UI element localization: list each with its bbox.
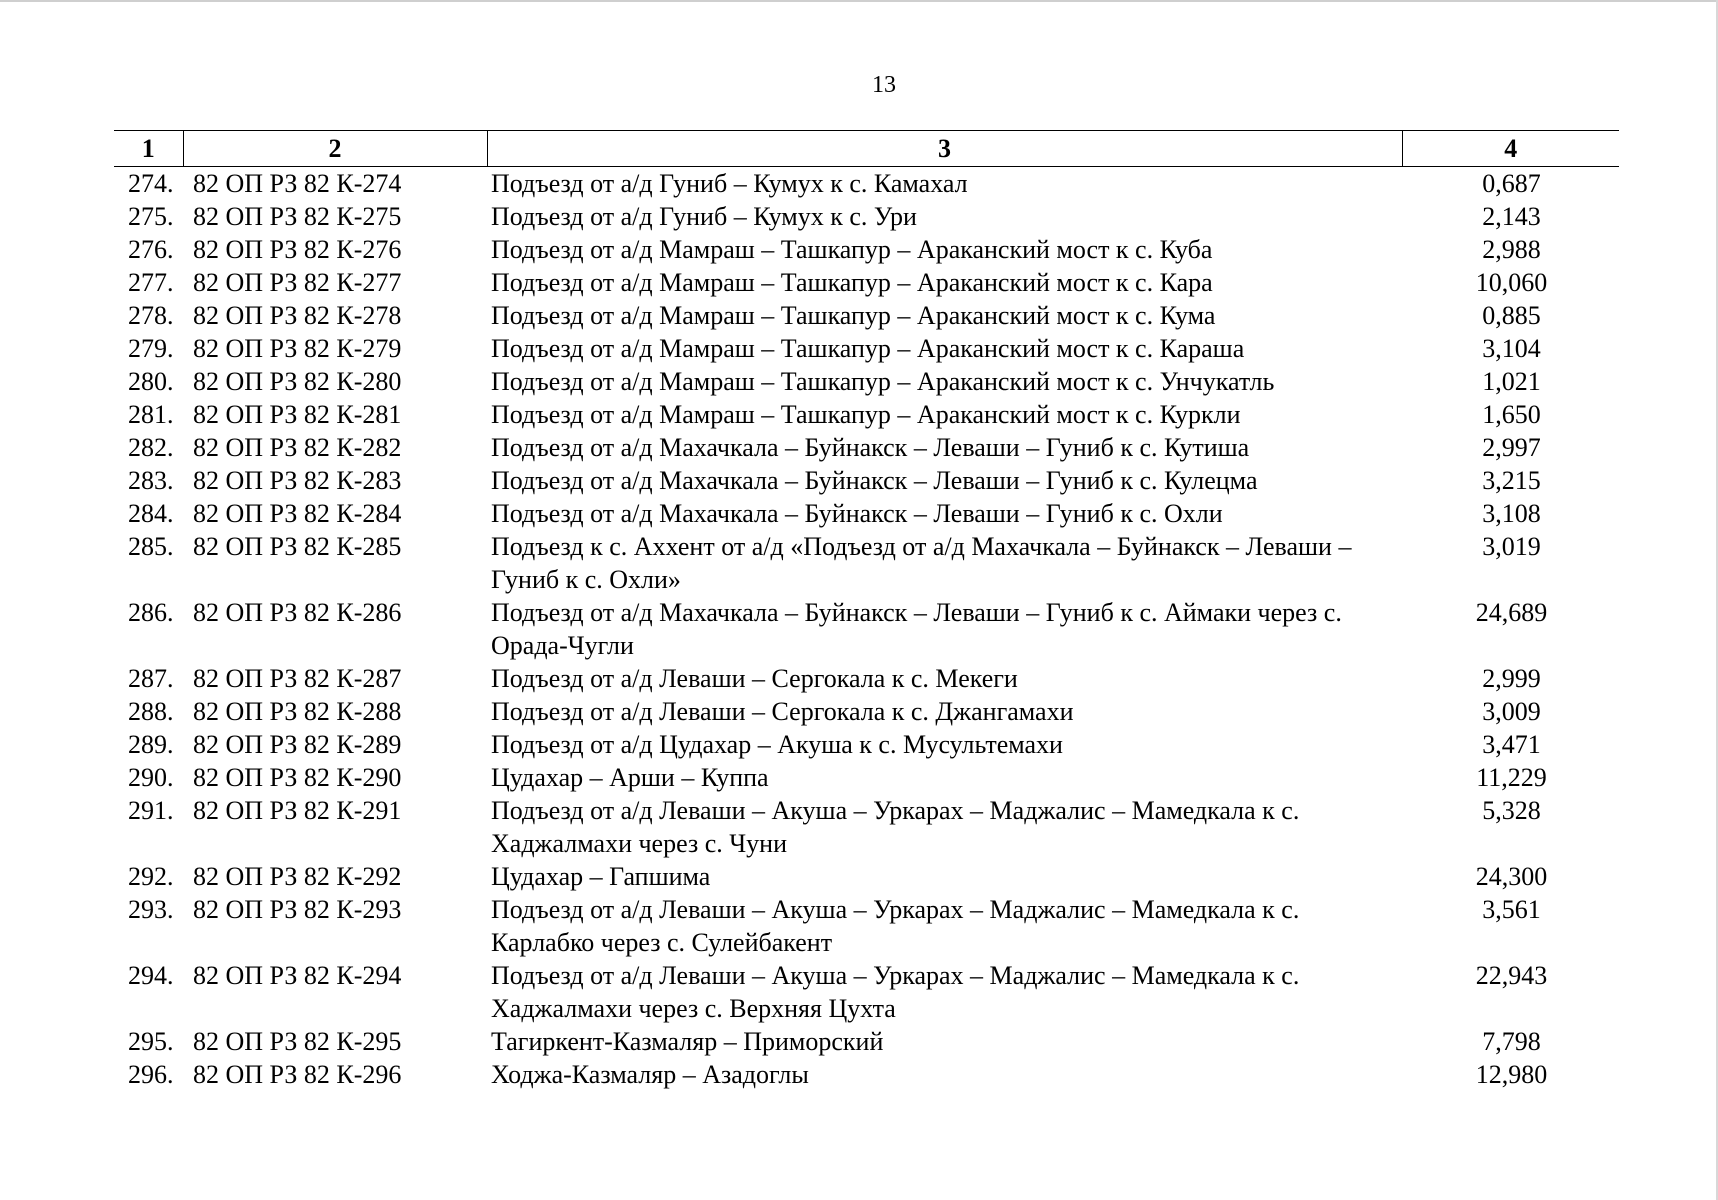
road-code: 82 ОП РЗ 82 К-285 [193, 532, 402, 561]
table-row [114, 266, 1619, 299]
table-row [114, 893, 1619, 959]
road-name: Подъезд от а/д Махачкала – Буйнакск – Леваши – Гуниб к с. Кутиша [491, 433, 1250, 462]
road-length: 24,300 [1475, 862, 1548, 891]
row-number: 280. [128, 367, 174, 396]
row-number: 287. [128, 664, 174, 693]
road-code: 82 ОП РЗ 82 К-280 [193, 367, 402, 396]
road-length: 3,108 [1482, 499, 1541, 528]
table-row [114, 332, 1619, 365]
table-row [114, 728, 1619, 761]
row-number: 281. [128, 400, 174, 429]
road-code: 82 ОП РЗ 82 К-288 [193, 697, 402, 726]
road-length: 3,561 [1482, 895, 1541, 924]
road-name: Подъезд от а/д Мамраш – Ташкапур – Араканский мост к с. Караша [491, 334, 1245, 363]
row-number: 289. [128, 730, 174, 759]
table-row [114, 1058, 1619, 1091]
table-row [114, 530, 1619, 596]
road-name: Цудахар – Арши – Куппа [491, 763, 769, 792]
row-number: 292. [128, 862, 174, 891]
road-name: Тагиркент-Казмаляр – Приморский [491, 1027, 884, 1056]
table-row [114, 299, 1619, 332]
row-number: 277. [128, 268, 174, 297]
road-name: Подъезд от а/д Гуниб – Кумух к с. Ури [491, 202, 917, 231]
road-length: 3,019 [1482, 532, 1541, 561]
road-code: 82 ОП РЗ 82 К-286 [193, 598, 402, 627]
road-name: Подъезд от а/д Леваши – Сергокала к с. Мекеги [491, 664, 1018, 693]
header-col-4: 4 [1402, 131, 1619, 167]
table-row [114, 662, 1619, 695]
road-name: Подъезд от а/д Мамраш – Ташкапур – Араканский мост к с. Кара [491, 268, 1213, 297]
road-code: 82 ОП РЗ 82 К-295 [193, 1027, 402, 1056]
road-name: Подъезд от а/д Леваши – Сергокала к с. Джангамахи [491, 697, 1074, 726]
road-name: Подъезд от а/д Махачкала – Буйнакск – Леваши – Гуниб к с. Аймаки через с. Орада-Чугли [491, 598, 1342, 660]
row-number: 276. [128, 235, 174, 264]
table-header [114, 131, 1619, 167]
road-name: Подъезд от а/д Леваши – Акуша – Уркарах – Маджалис – Мамедкала к с. Хаджалмахи через с. Чуни [491, 796, 1300, 858]
table-row [114, 596, 1619, 662]
scan-edge-top [0, 0, 1718, 2]
row-number: 282. [128, 433, 174, 462]
road-code: 82 ОП РЗ 82 К-283 [193, 466, 402, 495]
table-row [114, 695, 1619, 728]
road-name: Подъезд от а/д Цудахар – Акуша к с. Мусультемахи [491, 730, 1063, 759]
road-length: 1,021 [1482, 367, 1541, 396]
table-row [114, 167, 1619, 201]
road-name: Подъезд от а/д Леваши – Акуша – Уркарах – Маджалис – Мамедкала к с. Хаджалмахи через с. Верхняя Цухта [491, 961, 1300, 1023]
road-length: 11,229 [1476, 763, 1547, 792]
row-number: 288. [128, 697, 174, 726]
road-code: 82 ОП РЗ 82 К-278 [193, 301, 402, 330]
table-row [114, 200, 1619, 233]
row-number: 274. [128, 169, 174, 198]
road-name: Подъезд от а/д Махачкала – Буйнакск – Леваши – Гуниб к с. Охли [491, 499, 1223, 528]
table-row [114, 761, 1619, 794]
page-number: 13 [872, 72, 896, 98]
road-name: Подъезд от а/д Леваши – Акуша – Уркарах – Маджалис – Мамедкала к с. Карлабко через с. Сулейбакент [491, 895, 1300, 957]
road-length: 3,009 [1482, 697, 1541, 726]
row-number: 284. [128, 499, 174, 528]
road-name: Ходжа-Казмаляр – Азадоглы [491, 1060, 809, 1089]
road-code: 82 ОП РЗ 82 К-291 [193, 796, 402, 825]
header-row [114, 131, 1619, 167]
table-row [114, 431, 1619, 464]
road-name: Подъезд от а/д Мамраш – Ташкапур – Араканский мост к с. Кума [491, 301, 1216, 330]
row-number: 291. [128, 796, 174, 825]
row-number: 275. [128, 202, 174, 231]
row-number: 295. [128, 1027, 174, 1056]
row-number: 283. [128, 466, 174, 495]
road-length: 1,650 [1482, 400, 1541, 429]
road-code: 82 ОП РЗ 82 К-281 [193, 400, 402, 429]
road-length: 10,060 [1475, 268, 1548, 297]
road-length: 2,999 [1482, 664, 1541, 693]
road-code: 82 ОП РЗ 82 К-290 [193, 763, 402, 792]
road-name: Цудахар – Гапшима [491, 862, 711, 891]
roads-table [114, 130, 1619, 1091]
road-name: Подъезд от а/д Махачкала – Буйнакск – Леваши – Гуниб к с. Кулецма [491, 466, 1258, 495]
header-col-1: 1 [114, 131, 183, 167]
road-name: Подъезд к с. Аххент от а/д «Подъезд от а/д Махачкала – Буйнакск – Леваши – Гуниб к с. Охли» [491, 532, 1352, 594]
road-code: 82 ОП РЗ 82 К-276 [193, 235, 402, 264]
table-row [114, 1025, 1619, 1058]
header-col-2: 2 [183, 131, 487, 167]
road-length: 0,687 [1482, 169, 1541, 198]
road-code: 82 ОП РЗ 82 К-279 [193, 334, 402, 363]
road-length: 7,798 [1482, 1027, 1541, 1056]
road-code: 82 ОП РЗ 82 К-289 [193, 730, 402, 759]
road-length: 22,943 [1475, 961, 1548, 990]
road-name: Подъезд от а/д Мамраш – Ташкапур – Араканский мост к с. Унчукатль [491, 367, 1275, 396]
road-code: 82 ОП РЗ 82 К-293 [193, 895, 402, 924]
row-number: 279. [128, 334, 174, 363]
road-length: 24,689 [1475, 598, 1548, 627]
road-length: 2,988 [1482, 235, 1541, 264]
row-number: 290. [128, 763, 174, 792]
road-code: 82 ОП РЗ 82 К-284 [193, 499, 402, 528]
table-row [114, 464, 1619, 497]
road-name: Подъезд от а/д Гуниб – Кумух к с. Камахал [491, 169, 968, 198]
row-number: 296. [128, 1060, 174, 1089]
road-length: 3,104 [1482, 334, 1541, 363]
table-row [114, 233, 1619, 266]
road-length: 2,997 [1482, 433, 1541, 462]
row-number: 286. [128, 598, 174, 627]
road-code: 82 ОП РЗ 82 К-274 [193, 169, 402, 198]
row-number: 278. [128, 301, 174, 330]
table-row [114, 497, 1619, 530]
table-body [114, 167, 1619, 1092]
road-code: 82 ОП РЗ 82 К-296 [193, 1060, 402, 1089]
road-length: 3,471 [1482, 730, 1541, 759]
header-col-3: 3 [487, 131, 1402, 167]
table-row [114, 860, 1619, 893]
road-length: 12,980 [1475, 1060, 1548, 1089]
road-length: 5,328 [1482, 796, 1541, 825]
road-code: 82 ОП РЗ 82 К-287 [193, 664, 402, 693]
row-number: 293. [128, 895, 174, 924]
road-code: 82 ОП РЗ 82 К-277 [193, 268, 402, 297]
row-number: 285. [128, 532, 174, 561]
table-row [114, 959, 1619, 1025]
road-code: 82 ОП РЗ 82 К-294 [193, 961, 402, 990]
road-name: Подъезд от а/д Мамраш – Ташкапур – Араканский мост к с. Куркли [491, 400, 1241, 429]
road-code: 82 ОП РЗ 82 К-275 [193, 202, 402, 231]
road-length: 0,885 [1482, 301, 1541, 330]
road-code: 82 ОП РЗ 82 К-292 [193, 862, 402, 891]
table-row [114, 365, 1619, 398]
road-name: Подъезд от а/д Мамраш – Ташкапур – Араканский мост к с. Куба [491, 235, 1213, 264]
road-length: 2,143 [1482, 202, 1541, 231]
road-code: 82 ОП РЗ 82 К-282 [193, 433, 402, 462]
road-length: 3,215 [1482, 466, 1541, 495]
table-row [114, 398, 1619, 431]
table-row [114, 794, 1619, 860]
row-number: 294. [128, 961, 174, 990]
